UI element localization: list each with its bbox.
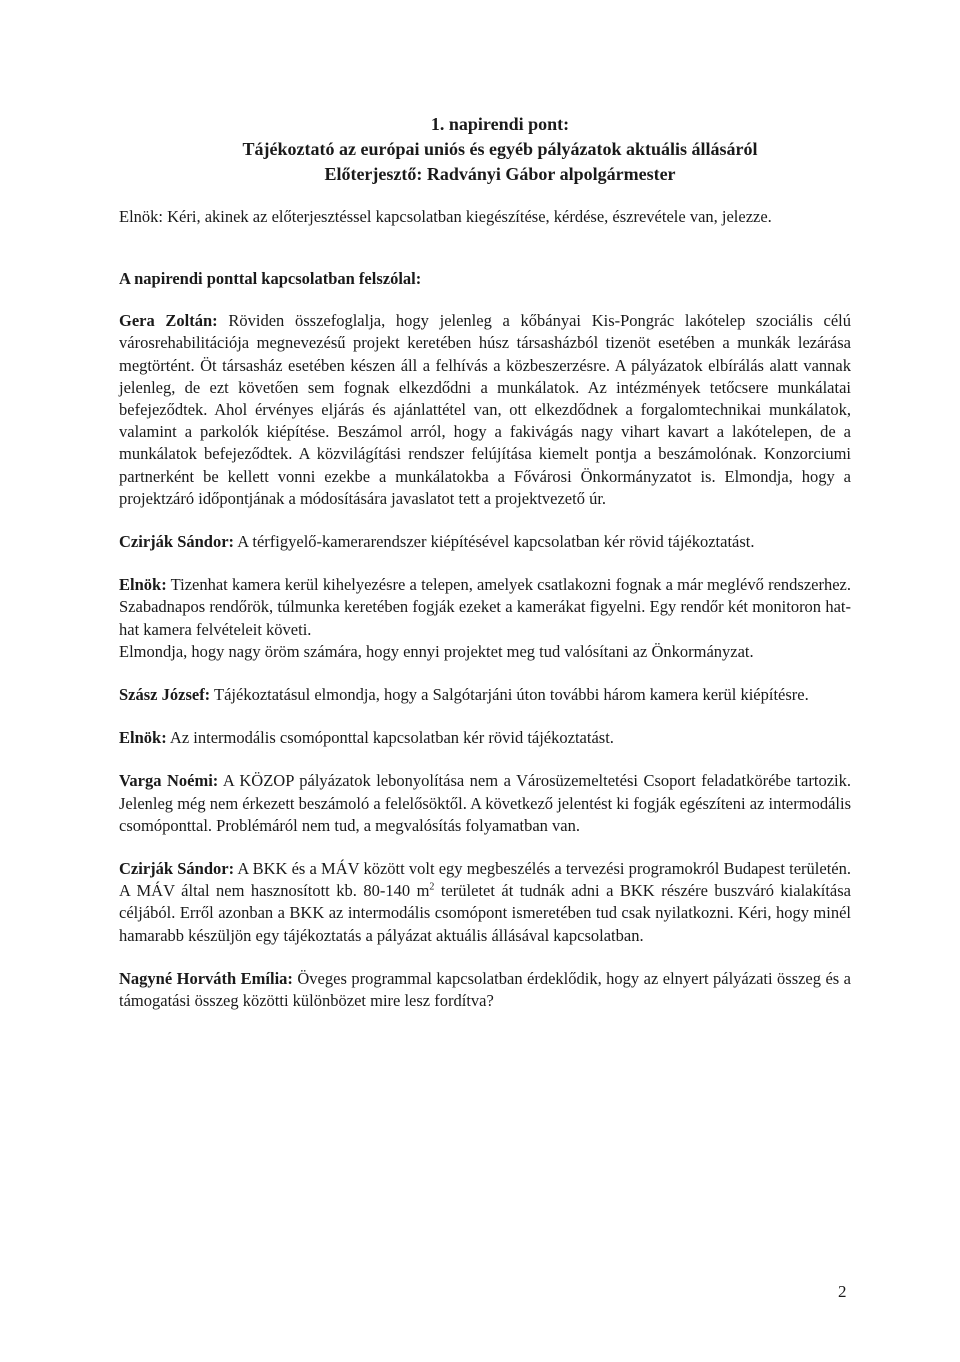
speaker-name: Nagyné Horváth Emília: xyxy=(119,968,293,988)
speech-paragraph xyxy=(119,727,851,749)
page-number: 2 xyxy=(838,1282,847,1301)
speech-paragraph-continued xyxy=(119,641,851,663)
section-title: A napirendi ponttal kapcsolatban felszólal: xyxy=(119,269,422,289)
speech-paragraph xyxy=(119,684,851,706)
speech-text: Elmondja, hogy nagy öröm számára, hogy ennyi projektet meg tud valósítani az Önkormányzat. xyxy=(119,641,754,661)
speaker-name: Czirják Sándor: xyxy=(119,532,235,552)
intro-text: Kéri, akinek az előterjesztéssel kapcsolatban kiegészítése, kérdése, észrevétele van, jelezze. xyxy=(167,207,772,226)
superscript: 2 xyxy=(429,881,435,893)
speaker-name: Elnök: xyxy=(119,728,167,748)
speech-text: Tájékoztatásul elmondja, hogy a Salgótarjáni úton további három kamera kerül kiépítésre. xyxy=(214,685,809,705)
speaker-name: Elnök: xyxy=(119,575,167,595)
speech-text: Öveges programmal kapcsolatban érdeklődik, hogy az elnyert pályázati összeg és a támogatási összeg közötti különbözet mire lesz fordítva? xyxy=(119,968,851,1011)
agenda-header xyxy=(149,112,851,187)
intro-speaker: Elnök: xyxy=(119,207,163,226)
speech-text: A térfigyelő-kamerarendszer kiépítésével kapcsolatban kér rövid tájékoztatást. xyxy=(237,532,755,552)
speaker-name: Varga Noémi: xyxy=(119,771,219,791)
speech-text: Röviden összefoglalja, hogy jelenleg a kőbányai Kis-Pongrác lakótelep szociális célú városrehabilitációja megnevezésű projekt keretében húsz társasházból tizenöt esetében a munkák lezárása megtörtént. Öt társasház esetében készen áll a felhívás a közbeszerzésre. A pályázatok elbírálás alatt vannak jelenleg, de ezt követően sem fognak elkezdődni a munkálatok. Az intézmények tetőcsere munkálatai befejeződtek. Ahol érvényes eljárás és ajánlattétel van, ott elkezdődnek a forgalomtechnikai munkálatok, valamint a parkolók kiépítése. Beszámol arról, hogy a fakivágás nagy vihart kavart a lakótelepen, de a munkálatok befejeződtek. A közvilágítási rendszer felújítása kiemelt pontja a beszámolónak. Konzorciumi partnerként be kellett vonni ezekbe a munkálatokba a Fővárosi Önkormányzatot is. Elmondja, hogy a projektzáró időpontjának a módosítására javaslatot tett a projektvezető úr. xyxy=(119,311,852,508)
speech-paragraph xyxy=(119,531,851,553)
speech-text: A BKK és a MÁV között volt egy megbeszélés a tervezési programokról Budapest területén. A MÁV által nem hasznosított kb. 80-140 m xyxy=(119,859,851,901)
speech-text: Az intermodális csomóponttal kapcsolatban kér rövid tájékoztatást. xyxy=(169,728,614,748)
speaker-name: Gera Zoltán: xyxy=(119,311,218,331)
speech-paragraph xyxy=(119,770,851,837)
intro-paragraph xyxy=(119,206,851,228)
speech-paragraph xyxy=(119,968,851,1012)
speaker-name: Czirják Sándor: xyxy=(119,859,235,879)
agenda-item-presenter: Előterjesztő: Radványi Gábor alpolgármester xyxy=(324,164,676,184)
speech-paragraph xyxy=(119,574,851,641)
speech-text: A KÖZOP pályázatok lebonyolítása nem a Városüzemeltetési Csoport feladatkörébe tartozik. Jelenleg még nem érkezett beszámoló a felelősöktől. A következő jelentést ki fogják egészíteni az intermodális csomóponttal. Problémáról nem tud, a megvalósítás folyamatban van. xyxy=(119,771,851,835)
agenda-item-number: 1. napirendi pont: xyxy=(430,114,570,134)
speech-paragraph xyxy=(119,310,851,510)
agenda-item-title: Tájékoztató az európai uniós és egyéb pályázatok aktuális állásáról xyxy=(242,139,758,159)
speaker-name: Szász József: xyxy=(119,685,211,705)
speech-text: Tizenhat kamera kerül kihelyezésre a telepen, amelyek csatlakozni fognak a már meglévő rendszerhez. Szabadnapos rendőrök, túlmunka keretében fogják ezeket a kamerákat figyelni. Egy rendőr két monitoron hat-hat kamera felvételeit követi. xyxy=(119,575,851,639)
document-page xyxy=(119,112,851,1012)
speech-text: területet át tudnák adni a BKK részére buszváró kialakítása céljából. Erről azonban a BKK az intermodális csomópont ismeretében tud csak nyilatkozni. Kéri, hogy minél hamarabb készüljön egy tájékoztatás a pályázat aktuális állásával kapcsolatban. xyxy=(119,881,851,945)
speech-paragraph xyxy=(119,858,851,947)
